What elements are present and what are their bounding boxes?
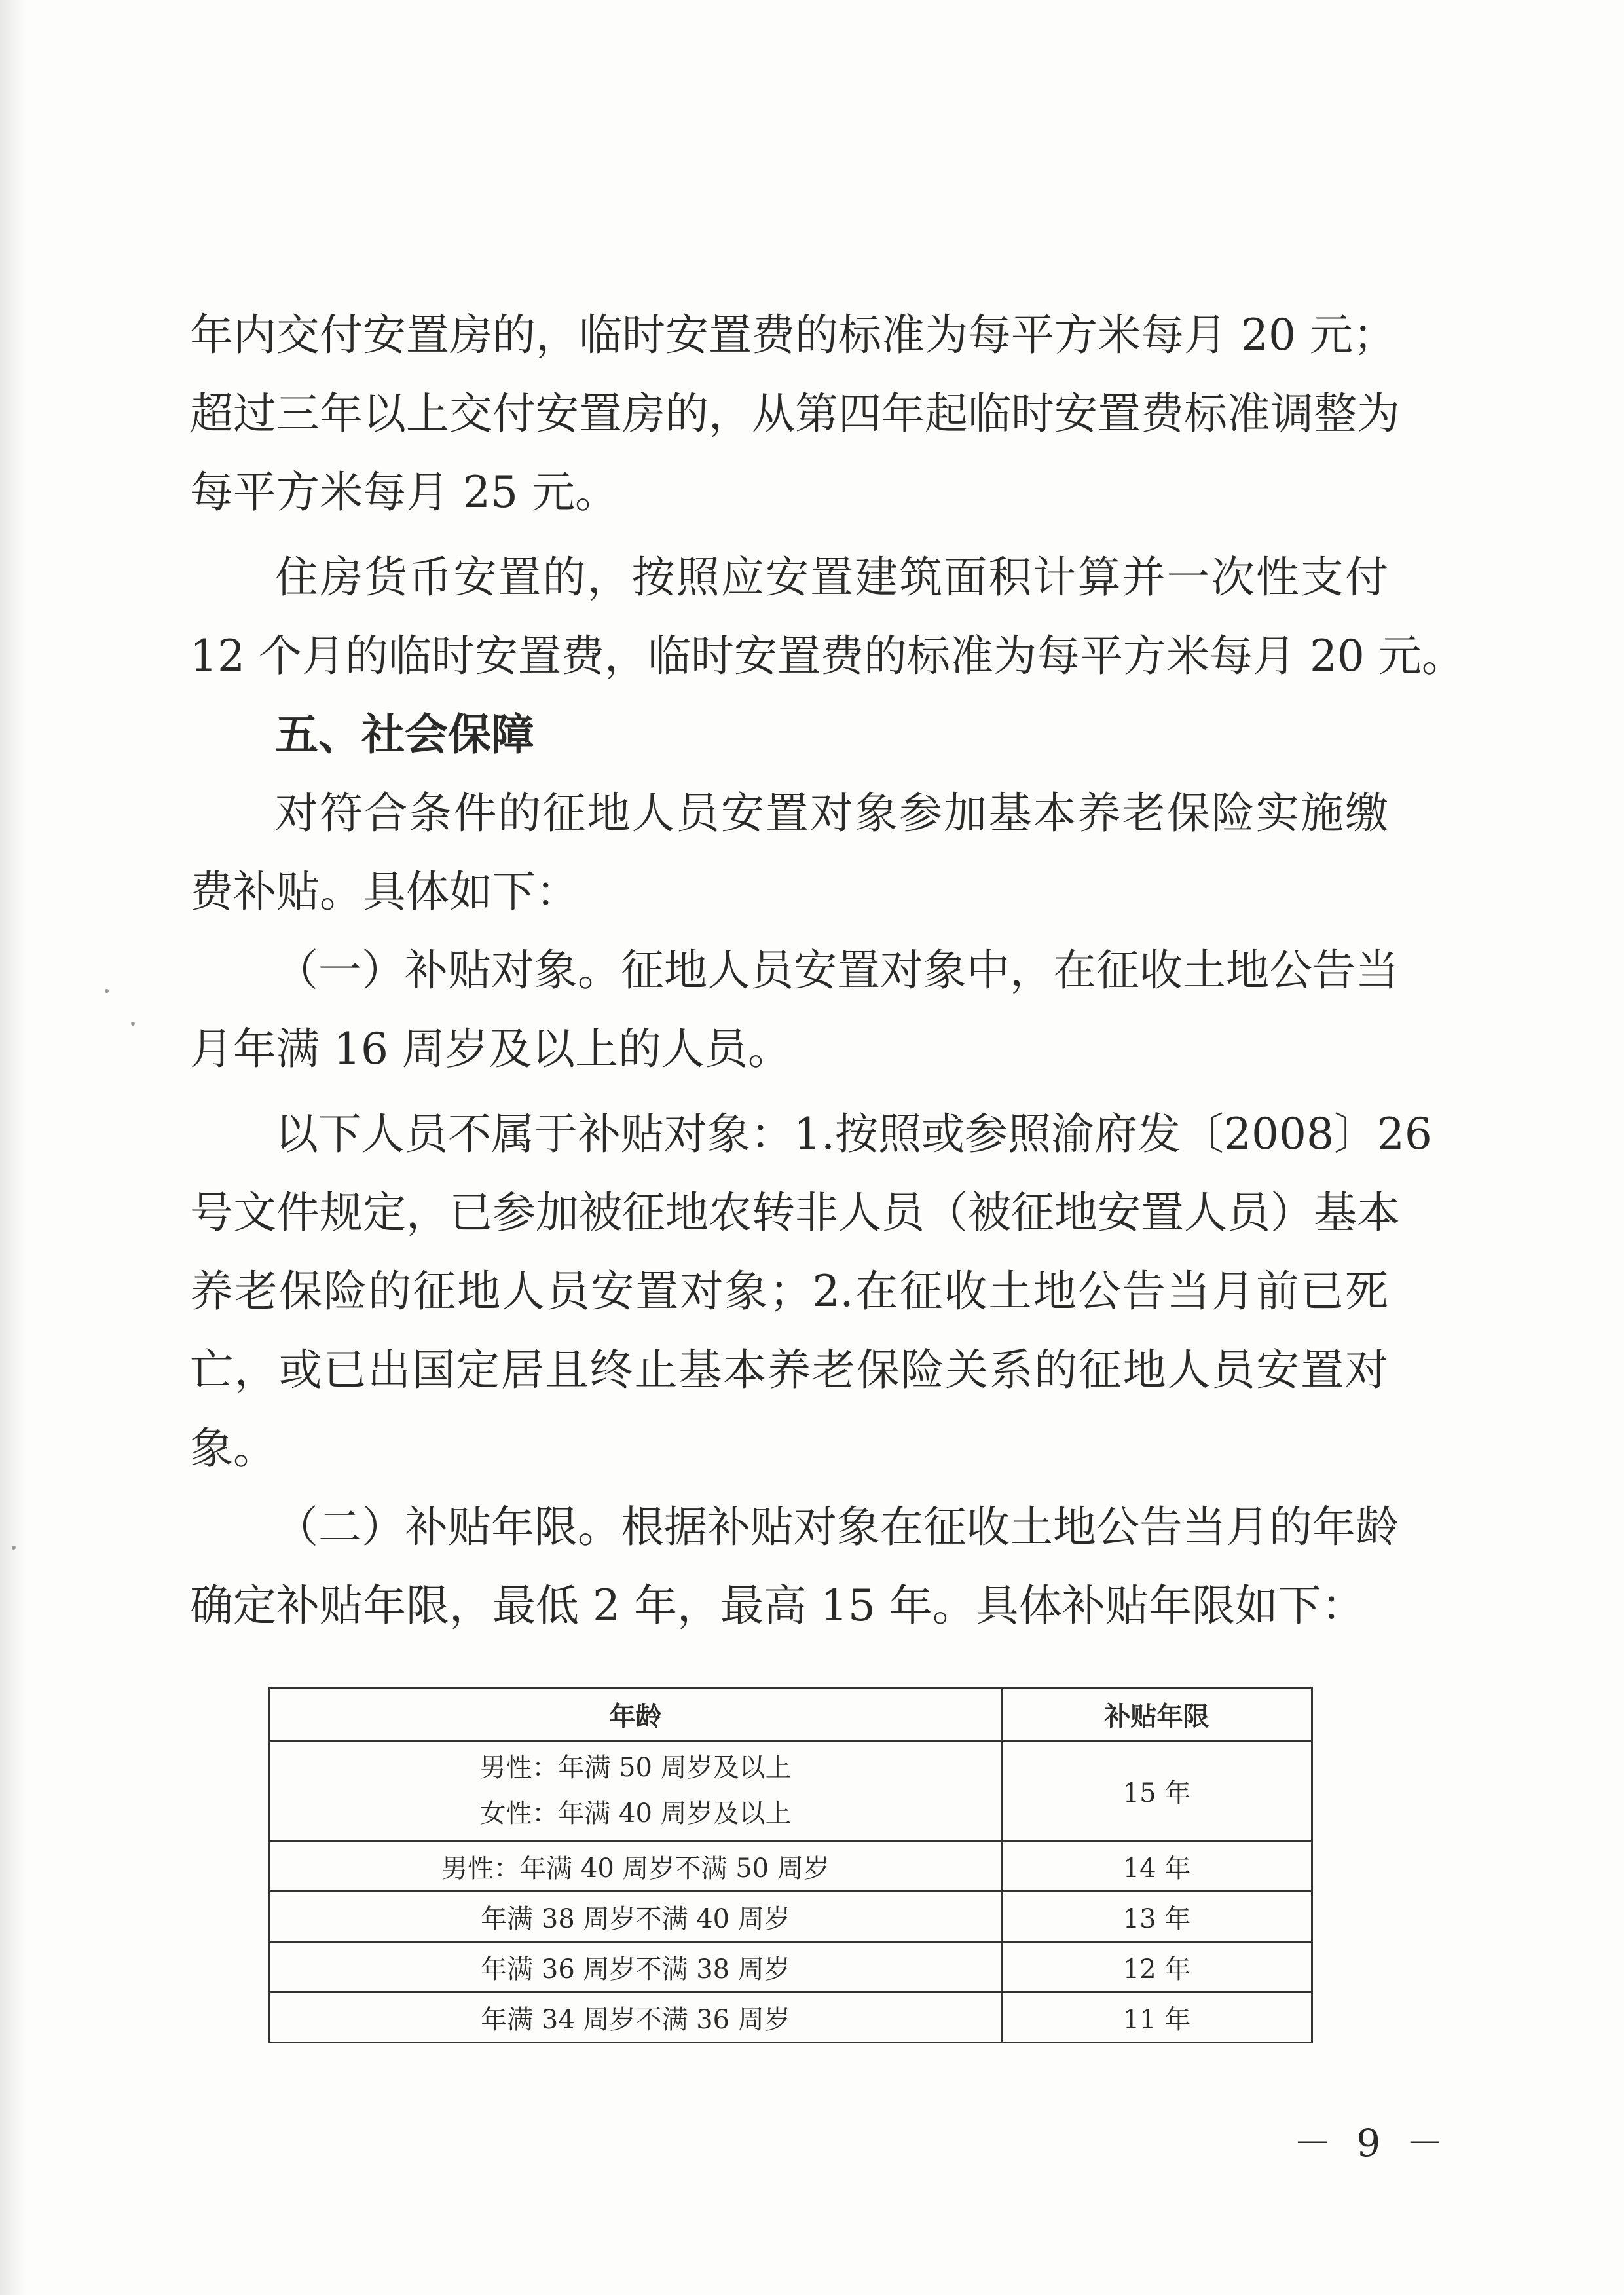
text-line: 费补贴。具体如下： <box>190 867 579 917</box>
table-cell-age: 男性：年满 40 周岁不满 50 周岁 <box>270 1841 1002 1892</box>
text-line: 12 个月的临时安置费，临时安置费的标准为每平方米每月 20 元。 <box>190 631 1465 681</box>
text-line: 号文件规定，已参加被征地农转非人员（被征地安置人员）基本 <box>190 1187 1400 1238</box>
table-row <box>270 1892 1312 1942</box>
table-row <box>270 1841 1312 1892</box>
page-number: － 9 － <box>1293 2121 1450 2165</box>
table-cell-age: 年满 34 周岁不满 36 周岁 <box>270 1992 1002 2043</box>
text-line: 养老保险的征地人员安置对象；2.在征收土地公告当月前已死 <box>190 1266 1388 1316</box>
text-line: 亡，或已出国定居且终止基本养老保险关系的征地人员安置对 <box>190 1345 1388 1395</box>
table-header-age: 年龄 <box>270 1688 1002 1741</box>
scan-speck <box>105 989 109 993</box>
text-line: 每平方米每月 25 元。 <box>190 467 618 517</box>
text-line: 确定补贴年限，最低 2 年，最高 15 年。具体补贴年限如下： <box>190 1580 1365 1631</box>
text-line: 以下人员不属于补贴对象：1.按照或参照渝府发〔2008〕26 <box>275 1109 1432 1159</box>
text-line: 住房货币安置的，按照应安置建筑面积计算并一次性支付 <box>275 552 1388 603</box>
age-line: 男性：年满 50 周岁及以上 <box>479 1753 792 1783</box>
scan-edge-shadow <box>0 0 26 2295</box>
table-cell-years: 15 年 <box>1002 1741 1312 1841</box>
text-line: 对符合条件的征地人员安置对象参加基本养老保险实施缴 <box>275 788 1388 838</box>
table-row <box>270 1741 1312 1841</box>
table-cell-years: 13 年 <box>1002 1892 1312 1942</box>
text-line: 超过三年以上交付安置房的，从第四年起临时安置费标准调整为 <box>190 388 1400 439</box>
table-header-years: 补贴年限 <box>1002 1688 1312 1741</box>
text-line: （二）补贴年限。根据补贴对象在征收土地公告当月的年龄 <box>275 1502 1399 1552</box>
table-cell-years: 11 年 <box>1002 1992 1312 2043</box>
text-line: 年内交付安置房的，临时安置费的标准为每平方米每月 20 元； <box>190 310 1396 360</box>
table-row <box>270 1942 1312 1992</box>
table-cell-years: 12 年 <box>1002 1942 1312 1992</box>
table-cell-age: 年满 36 周岁不满 38 周岁 <box>270 1942 1002 1992</box>
text-line: （一）补贴对象。征地人员安置对象中，在征收土地公告当 <box>275 945 1399 996</box>
table-header-row <box>270 1688 1312 1741</box>
table-cell-age: 年满 38 周岁不满 40 周岁 <box>270 1892 1002 1942</box>
scan-speck <box>131 1022 135 1026</box>
table-cell-age <box>270 1741 1002 1841</box>
table-row <box>270 1992 1312 2043</box>
section-heading: 五、社会保障 <box>275 709 534 760</box>
text-line: 月年满 16 周岁及以上的人员。 <box>190 1024 791 1074</box>
text-line: 象。 <box>190 1423 276 1474</box>
table-cell-years: 14 年 <box>1002 1841 1312 1892</box>
scan-speck <box>12 1546 16 1550</box>
age-line: 女性：年满 40 周岁及以上 <box>479 1799 792 1829</box>
subsidy-years-table <box>268 1687 1313 2043</box>
